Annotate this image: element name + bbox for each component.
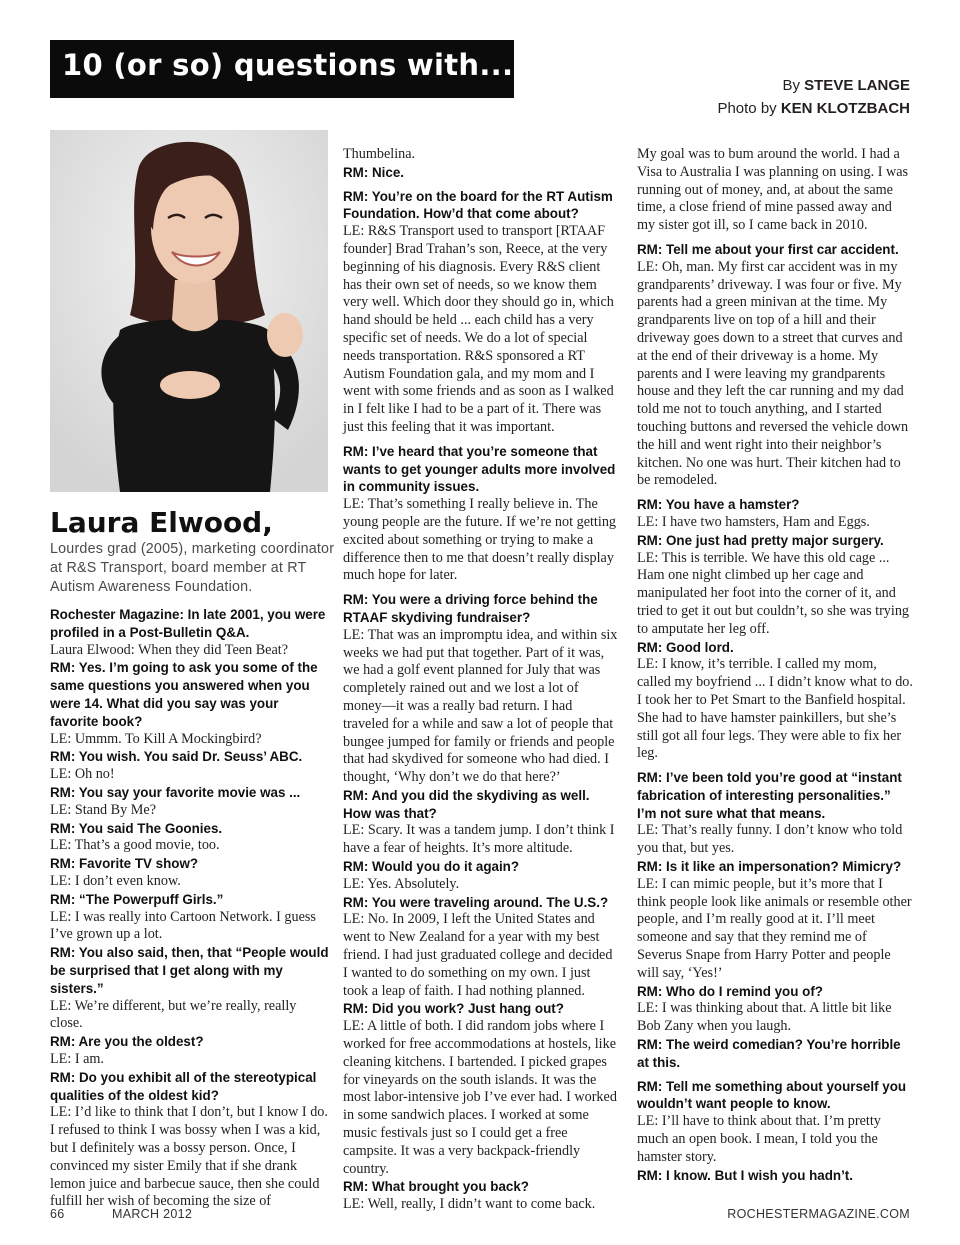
question: RM: Did you work? Just hang out?: [343, 1001, 564, 1017]
answer: LE: Well, really, I didn’t want to come back.: [343, 1196, 596, 1213]
answer: Laura Elwood: When they did Teen Beat?: [50, 641, 289, 658]
answer: LE: That’s something I really believe in. The young people are the future. If we’re not getting excited about something or trying to make a difference then to me that doesn’t really display much hope for later.: [343, 496, 617, 584]
answer: LE: Stand By Me?: [50, 801, 156, 818]
question: RM: Tell me about your first car accident.: [637, 241, 899, 257]
question: RM: You say your favorite movie was ...: [50, 784, 301, 800]
column-3: [637, 146, 913, 1184]
question: RM: I know. But I wish you hadn’t.: [637, 1167, 853, 1183]
question: RM: The weird comedian? You’re horrible at this.: [637, 1037, 901, 1070]
page-number: 66: [50, 1207, 65, 1221]
question: RM: Good lord.: [637, 639, 734, 655]
question: RM: You also said, then, that “People would be surprised that I get along with my sisters.”: [50, 945, 329, 996]
section-banner: [50, 40, 514, 98]
answer: LE: I don’t even know.: [50, 872, 181, 889]
issue-date: MARCH 2012: [112, 1207, 193, 1221]
answer: LE: I was really into Cartoon Network. I guess I’ve grown up a lot.: [50, 908, 316, 943]
question: RM: Would you do it again?: [343, 859, 520, 875]
credits: [717, 74, 910, 120]
answer: LE: Oh, man. My first car accident was in my grandparents’ driveway. I was four or five. My parents had a green minivan at the time. My grandparents live on top of a hill and their driveway goes down to a street that curves and at the end of their driveway is a home. My parents and I were leaving my grandparents house and they left the car running and my dad told me not to touch anything, and I started touching buttons and reversed the vehicle down the hill and went right into their neighbor’s kitchen. No one was hurt. Their kitchen had to be remodeled.: [637, 258, 909, 489]
portrait-photo: [50, 130, 328, 492]
question: RM: You’re on the board for the RT Autism Foundation. How’d that come about?: [343, 188, 613, 222]
byline-prefix: By: [782, 77, 800, 94]
photo-credit: [717, 97, 910, 120]
question: RM: You were a driving force behind the RTAAF skydiving fundraiser?: [343, 592, 598, 625]
question: RM: You have a hamster?: [637, 497, 800, 513]
answer: LE: That’s really funny. I don’t know who told you that, but yes.: [637, 822, 903, 857]
question: RM: Are you the oldest?: [50, 1034, 204, 1050]
question: RM: Yes. I’m going to ask you some of the same questions you answered when you were 14. What did you say was your favorite book?: [50, 660, 318, 729]
question: RM: You said The Goonies.: [50, 820, 223, 836]
portrait-illustration: [50, 130, 328, 492]
banner-title: 10 (or so) questions with...: [62, 48, 514, 82]
answer: LE: That’s a good movie, too.: [50, 837, 220, 854]
website-link[interactable]: ROCHESTERMAGAZINE.COM: [727, 1207, 910, 1221]
question: RM: And you did the skydiving as well. How was that?: [343, 787, 590, 821]
answer: LE: That was an impromptu idea, and within six weeks we had put that together. Part of it was, we had a golf event planned for July that was completely rained out and we lost a lot of money—it was a really bad return. I had traveled for a while and saw a lot of people that bungee jumped for family or friends and people that had skydived for someone who had died. I thought, ‘Why don’t we do that here?’: [343, 626, 618, 786]
photographer-name: KEN KLOTZBACH: [780, 100, 910, 117]
author-name: STEVE LANGE: [804, 77, 910, 94]
answer: Thumbelina.: [343, 146, 416, 162]
answer: LE: I was thinking about that. A little bit like Bob Zany when you laugh.: [637, 1000, 892, 1035]
question: RM: You were traveling around. The U.S.?: [343, 894, 609, 910]
column-1: [50, 606, 330, 1211]
question: RM: Do you exhibit all of the stereotypical qualities of the oldest kid?: [50, 1069, 317, 1103]
question: RM: Tell me something about yourself you wouldn’t want people to know.: [637, 1078, 907, 1112]
column-2: [343, 146, 619, 1214]
question: RM: “The Powerpuff Girls.”: [50, 891, 224, 907]
answer: LE: This is terrible. We have this old cage ... Ham one night climbed up her cage and manipulated her foot into the corner of it, and tried to get it out but couldn’t, so she was trying to amputate her leg off.: [637, 549, 910, 637]
question: RM: What brought you back?: [343, 1179, 529, 1195]
question: RM: Nice.: [343, 164, 405, 180]
answer: LE: I can mimic people, but it’s more that I think people look like animals or resemble other people, and I’m really good at it. I’ll meet someone and say that they remind me of Severus Snape from Harry Potter and people will say, ‘Yes!’: [637, 875, 912, 981]
question: RM: Who do I remind you of?: [637, 983, 823, 999]
answer: LE: Ummm. To Kill A Mockingbird?: [50, 730, 262, 747]
answer: LE: A little of both. I did random jobs where I worked for free accommodations at hostels, like cleaning kitchens. I bartended. I picked grapes for vineyards on the south islands. It was the most labor-intensive job I’ve ever had. I worked in some sandwich places. I worked at some music festivals just so I could get a free campsite. It was a very backpack-friendly country.: [343, 1018, 617, 1177]
interviewee-bio: Lourdes grad (2005), marketing coordinator at R&S Transport, board member at RT Autism Awareness Foundation.: [50, 541, 335, 595]
question: RM: I’ve been told you’re good at “instant fabrication of interesting personalities.” I’m not sure what that means.: [637, 770, 902, 821]
interviewee-name: Laura Elwood,: [50, 506, 273, 539]
answer: LE: Scary. It was a tandem jump. I don’t think I have a fear of heights. It’s more altitude.: [343, 822, 615, 857]
answer: LE: Oh no!: [50, 766, 115, 783]
answer: LE: Yes. Absolutely.: [343, 875, 460, 892]
answer: LE: R&S Transport used to transport [RTAAF founder] Brad Trahan’s son, Reece, at the very beginning of his diagnosis. Every R&S client has their own set of needs, so we know them very well. Which door they should go in, which hand should be held ... each child has a very specific set of needs. We do a lot of special needs transportation. R&S sponsored a RT Autism Foundation gala, and my mom and I went with some friends and as soon as I walked in I felt like I had to be a part of it. There was just this feeling that it was important.: [343, 223, 614, 435]
question: RM: Favorite TV show?: [50, 856, 199, 872]
answer: LE: I’ll have to think about that. I’m pretty much an open book. I mean, I told you the hamster story.: [637, 1113, 881, 1165]
question: RM: I’ve heard that you’re someone that wants to get younger adults more involved in community issues.: [343, 443, 616, 495]
answer: LE: I am.: [50, 1050, 104, 1067]
question: RM: Is it like an impersonation? Mimicry?: [637, 859, 902, 875]
answer: LE: I know, it’s terrible. I called my mom, called my boyfriend ... I didn’t know what to do. I took her to Pet Smart to the Banfield hospital. She had to have hamster painkillers, but she’s still got all four legs. They were able to fix her leg.: [637, 656, 913, 762]
byline: [717, 74, 910, 97]
photo-prefix: Photo by: [717, 100, 777, 117]
answer: LE: I have two hamsters, Ham and Eggs.: [637, 513, 870, 530]
answer: LE: I’d like to think that I don’t, but I know I do. I refused to think I was bossy when I was a kid, but I definitely was a bossy person. Once, I convinced my sister Emily that if she drank lemon juice and barbecue sauce, then she could fulfill her wish of becoming the size of: [50, 1104, 328, 1210]
question: RM: You wish. You said Dr. Seuss’ ABC.: [50, 749, 303, 765]
answer: My goal was to bum around the world. I had a Visa to Australia I was planning on using. I was running out of money, and, at about the same time, a close friend of mine passed away and my sister got ill, so I came back in 2010.: [637, 146, 909, 234]
question: RM: One just had pretty major surgery.: [637, 532, 884, 548]
question: Rochester Magazine: In late 2001, you were profiled in a Post-Bulletin Q&A.: [50, 607, 326, 640]
answer: LE: No. In 2009, I left the United States and went to New Zealand for a year with my best friend. I had just graduated college and decided I wanted to do something on my own. I just took a leap of faith. I had nothing planned.: [343, 911, 613, 999]
answer: LE: We’re different, but we’re really, really close.: [50, 997, 297, 1032]
